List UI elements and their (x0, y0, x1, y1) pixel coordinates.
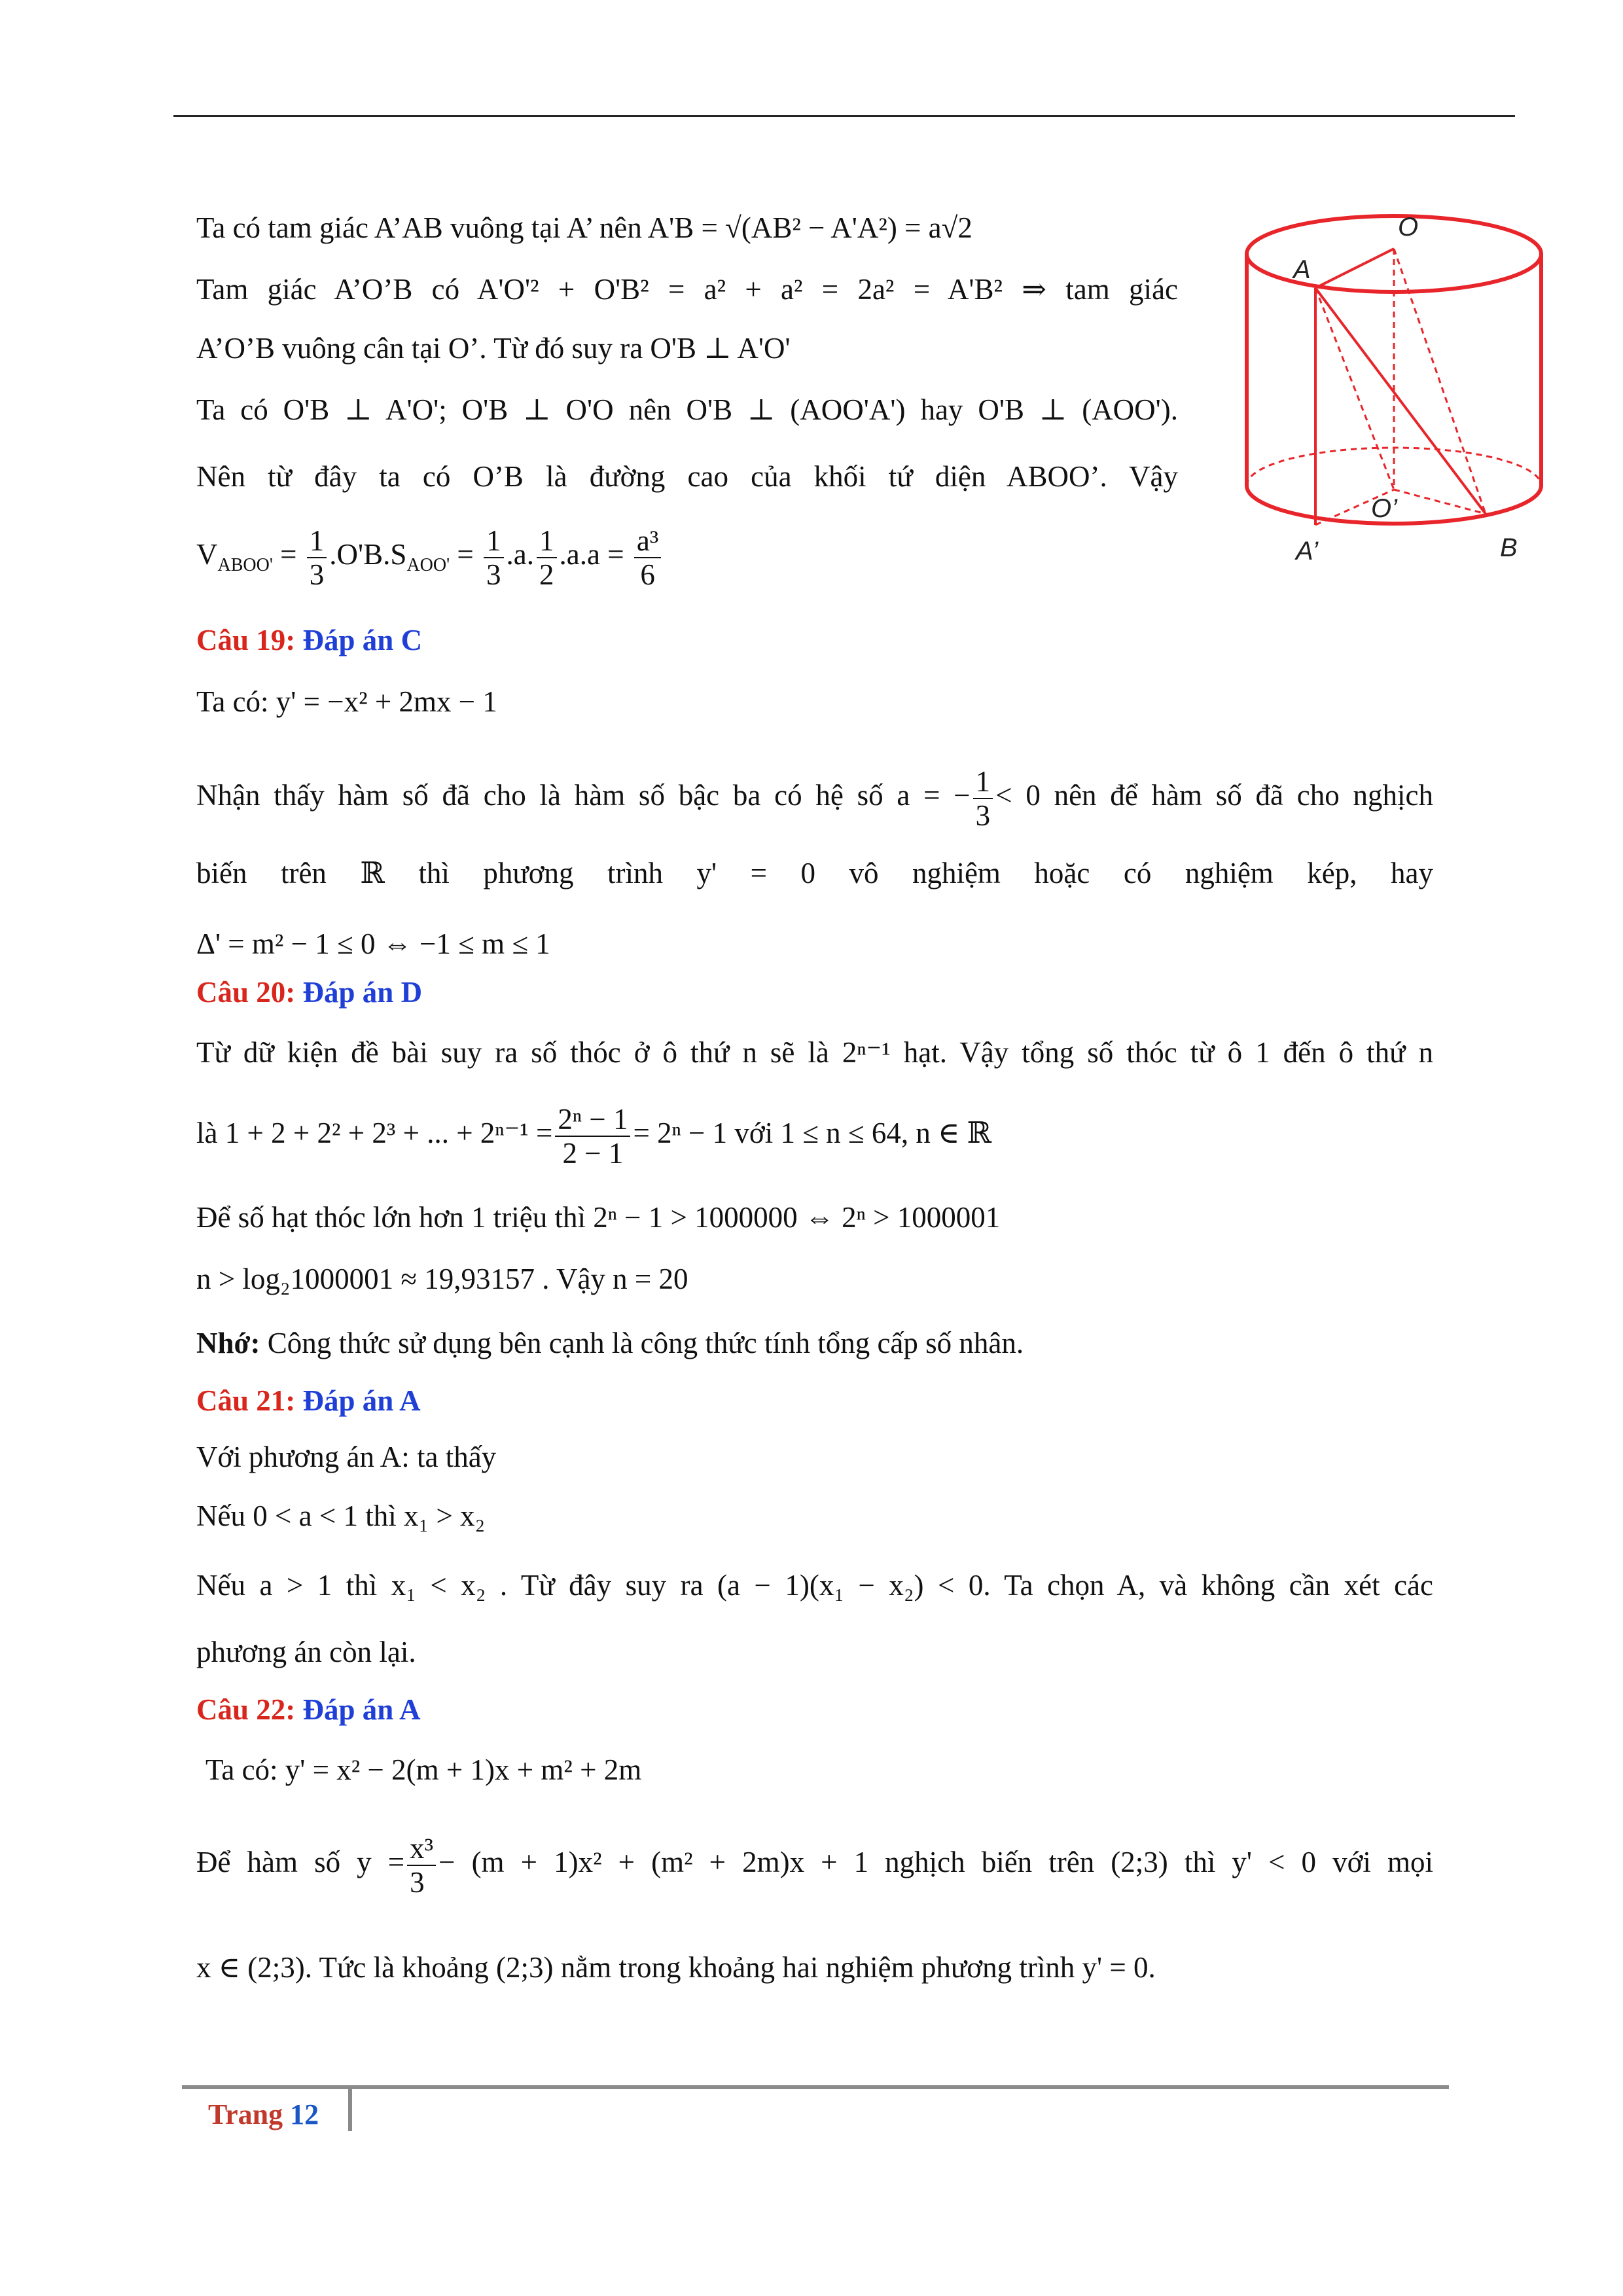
label-O: O (1398, 213, 1419, 242)
s18-line-3: A’O’B vuông cân tại O’. Từ đó suy ra O'B ⊥ A'O' (196, 332, 791, 365)
s19-heading: Câu 19: Đáp án C (196, 624, 423, 656)
s21-heading: Câu 21: Đáp án A (196, 1384, 421, 1417)
s19-line-2: Nhận thấy hàm số đã cho là hàm số bậc ba có hệ số a = − $\frac{1}{3}$ < 0 nên để hàm số đã cho nghịch (196, 764, 1434, 832)
footer-rule (182, 2085, 1449, 2089)
label-O-prime: O’ (1371, 494, 1397, 523)
s20-note: Nhớ: Công thức sử dụng bên cạnh là công thức tính tổng cấp số nhân. (196, 1327, 1024, 1359)
s22-line-2: Để hàm số y = $\frac{\text{x³}}{3}$ − (m + 1)x² + (m² + 2m)x + 1 nghịch biến trên (2;3) thì y' < 0 với mọi (196, 1831, 1433, 1899)
footer-divider (348, 2085, 352, 2131)
label-A: A (1293, 255, 1311, 284)
s21-line-4: phương án còn lại. (196, 1636, 416, 1668)
s18-volume-formula: $V_{ABOO'}$ = $\frac{1}{3}$ $.O'B.S_{AOO'}$ = $\frac{1}{3}$ .a. $\frac{1}{2}$ .a.a = $\frac{\text{a³}}{6}$ (196, 518, 1178, 591)
s20-line-4: n > log₂1000001 ≈ 19,93157 . Vậy n = 20 (196, 1263, 688, 1295)
s20-heading: Câu 20: Đáp án D (196, 976, 423, 1009)
s21-line-3: Nếu a > 1 thì x₁ < x₂ . Từ đây suy ra (a − 1)(x₁ − x₂) < 0. Ta chọn A, và không cần xét các (196, 1569, 1433, 1602)
label-B: B (1500, 533, 1518, 562)
edge-Oprime-B (1394, 490, 1486, 514)
footer-label: Trang (208, 2098, 283, 2130)
s18-line-1: Ta có tam giác A’AB vuông tại A’ nên A'B = √(AB² − A'A²) = a√2 (196, 211, 972, 244)
s22-heading: Câu 22: Đáp án A (196, 1693, 421, 1726)
s21-line-1: Với phương án A: ta thấy (196, 1441, 497, 1473)
s20-line-2: là 1 + 2 + 2² + 2³ + ... + 2ⁿ⁻¹ = $\frac{\text{2ⁿ − 1}}{2 - 1}$ = 2ⁿ − 1 với 1 ≤ n ≤ 64, n ∈ ℝ (196, 1102, 992, 1170)
cylinder-figure (1237, 209, 1551, 583)
s18-line-5: Nên từ đây ta có O’B là đường cao của khối tứ diện ABOO’. Vậy (196, 460, 1178, 493)
page-footer (208, 2098, 319, 2131)
s20-line-1: Từ dữ kiện đề bài suy ra số thóc ở ô thứ n sẽ là 2ⁿ⁻¹ hạt. Vậy tổng số thóc từ ô 1 đến ô thứ n (196, 1036, 1433, 1069)
edge-A-B (1315, 288, 1486, 514)
header-rule (173, 115, 1515, 117)
s20-line-3: Để số hạt thóc lớn hơn 1 triệu thì 2ⁿ − 1 > 1000000 ⇔ 2ⁿ > 1000001 (196, 1201, 1001, 1234)
edge-A-Oprime (1315, 288, 1394, 490)
s19-line-4: Δ' = m² − 1 ≤ 0 ⇔ −1 ≤ m ≤ 1 (196, 927, 550, 960)
s21-line-2: Nếu 0 < a < 1 thì x₁ > x₂ (196, 1499, 486, 1532)
label-A-prime: A’ (1296, 537, 1319, 565)
s22-line-1: Ta có: y' = x² − 2(m + 1)x + m² + 2m (205, 1753, 642, 1786)
s18-line-2: Tam giác A’O’B có A'O'² + O'B² = a² + a² = 2a² = A'B² ⇒ tam giác (196, 273, 1179, 306)
page-number: 12 (290, 2098, 319, 2130)
s19-line-3: biến trên ℝ thì phương trình y' = 0 vô nghiệm hoặc có nghiệm kép, hay (196, 857, 1433, 889)
s19-line-1: Ta có: y' = −x² + 2mx − 1 (196, 685, 497, 718)
s18-line-4: Ta có O'B ⊥ A'O'; O'B ⊥ O'O nên O'B ⊥ (AOO'A') hay O'B ⊥ (AOO'). (196, 393, 1179, 426)
s22-line-3: x ∈ (2;3). Tức là khoảng (2;3) nằm trong khoảng hai nghiệm phương trình y' = 0. (196, 1951, 1156, 1984)
edge-A-O (1315, 249, 1394, 288)
